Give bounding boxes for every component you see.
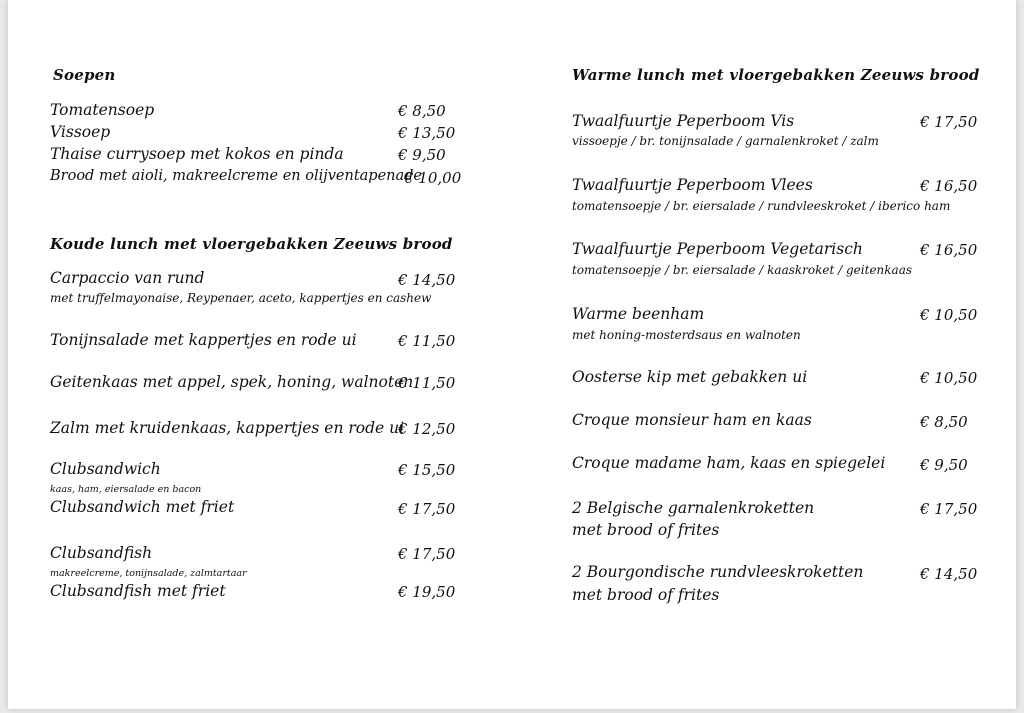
item-price: € 17,50 <box>398 500 456 518</box>
item-name: Twaalfuurtje Peperboom Vis <box>572 112 795 130</box>
item-name: Geitenkaas met appel, spek, honing, walnoten <box>50 373 414 391</box>
item-name: 2 Bourgondische rundvleeskroketten <box>572 563 864 581</box>
menu-page <box>8 0 1016 709</box>
item-price: € 10,50 <box>920 369 978 387</box>
item-price: € 9,50 <box>920 456 968 474</box>
item-name: Carpaccio van rund <box>50 269 205 287</box>
item-price: € 11,50 <box>398 332 456 350</box>
item-name: Croque madame ham, kaas en spiegelei <box>572 454 886 472</box>
item-name: Tomatensoep <box>50 101 155 119</box>
section-heading-koude-lunch: Koude lunch met vloergebakken Zeeuws brood <box>50 235 453 253</box>
item-price: € 17,50 <box>920 500 978 518</box>
item-name: Brood met aioli, makreelcreme en olijventapenade <box>50 168 423 184</box>
item-price: € 13,50 <box>398 124 456 142</box>
item-name: Croque monsieur ham en kaas <box>572 411 812 429</box>
item-name: Zalm met kruidenkaas, kappertjes en rode ui <box>50 419 405 437</box>
item-description: met honing-mosterdsaus en walnoten <box>572 328 801 342</box>
section-heading-warme-lunch: Warme lunch met vloergebakken Zeeuws brood <box>572 66 980 84</box>
item-description: kaas, ham, eiersalade en bacon <box>50 484 202 495</box>
item-description: met brood of frites <box>572 521 720 539</box>
item-description: vissoepje / br. tonijnsalade / garnalenkroket / zalm <box>572 134 879 148</box>
item-price: € 17,50 <box>920 113 978 131</box>
item-description: tomatensoepje / br. eiersalade / rundvleeskroket / iberico ham <box>572 199 951 213</box>
item-name: Thaise currysoep met kokos en pinda <box>50 145 344 163</box>
item-price: € 19,50 <box>398 583 456 601</box>
item-price: € 10,00 <box>404 169 462 187</box>
item-price: € 16,50 <box>920 177 978 195</box>
item-price: € 17,50 <box>398 545 456 563</box>
item-name: Vissoep <box>50 123 111 141</box>
item-description: met brood of frites <box>572 586 720 604</box>
item-name: Clubsandwich met friet <box>50 498 235 516</box>
item-price: € 12,50 <box>398 420 456 438</box>
item-name: Oosterse kip met gebakken ui <box>572 368 808 386</box>
item-name: 2 Belgische garnalenkroketten <box>572 499 815 517</box>
item-price: € 8,50 <box>398 102 446 120</box>
item-price: € 14,50 <box>920 565 978 583</box>
item-price: € 8,50 <box>920 413 968 431</box>
item-description: makreelcreme, tonijnsalade, zalmtartaar <box>50 568 247 579</box>
item-price: € 11,50 <box>398 374 456 392</box>
item-price: € 16,50 <box>920 241 978 259</box>
item-price: € 9,50 <box>398 146 446 164</box>
section-heading-soepen: Soepen <box>53 66 116 84</box>
item-description: tomatensoepje / br. eiersalade / kaaskroket / geitenkaas <box>572 263 913 277</box>
item-name: Twaalfuurtje Peperboom Vegetarisch <box>572 240 863 258</box>
item-price: € 14,50 <box>398 271 456 289</box>
item-name: Clubsandfish met friet <box>50 582 226 600</box>
item-description: met truffelmayonaise, Reypenaer, aceto, kappertjes en cashew <box>50 291 432 305</box>
item-price: € 10,50 <box>920 306 978 324</box>
item-name: Twaalfuurtje Peperboom Vlees <box>572 176 813 194</box>
item-name: Warme beenham <box>572 305 705 323</box>
item-price: € 15,50 <box>398 461 456 479</box>
item-name: Clubsandfish <box>50 544 153 562</box>
item-name: Clubsandwich <box>50 460 161 478</box>
item-name: Tonijnsalade met kappertjes en rode ui <box>50 331 357 349</box>
